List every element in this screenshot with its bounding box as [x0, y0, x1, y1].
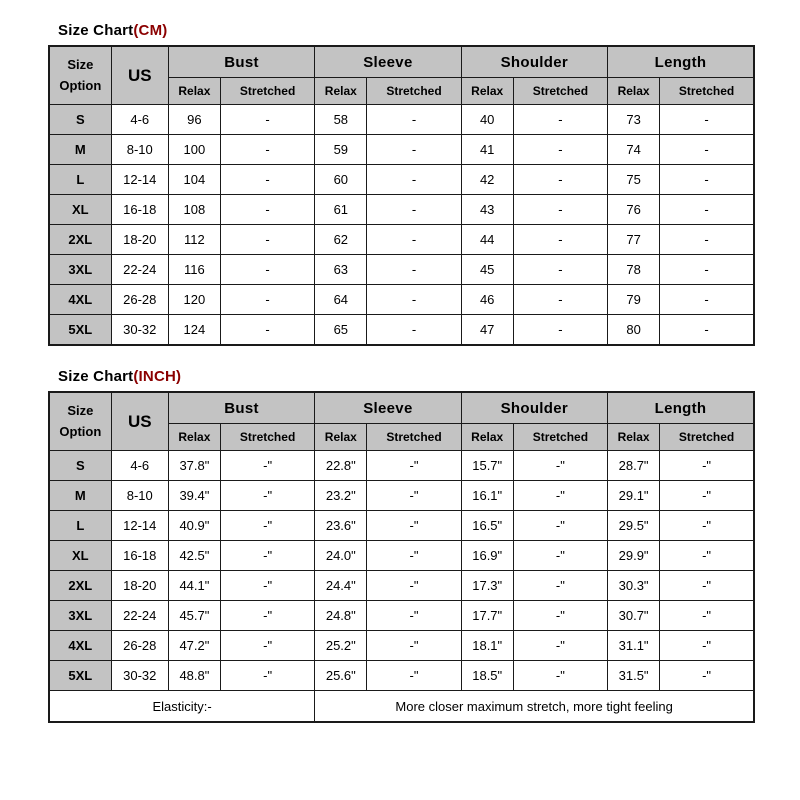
measurement-cell: 58: [315, 105, 367, 135]
measurement-cell: 77: [608, 225, 660, 255]
measurement-cell: -": [220, 661, 314, 691]
measurement-cell: -": [367, 601, 461, 631]
stretched-subheader: Stretched: [513, 424, 607, 451]
measurement-cell: 45.7": [168, 601, 220, 631]
us-size-cell: 26-28: [111, 285, 168, 315]
us-size-cell: 30-32: [111, 661, 168, 691]
measurement-cell: 42: [461, 165, 513, 195]
us-size-cell: 22-24: [111, 601, 168, 631]
us-size-cell: 12-14: [111, 165, 168, 195]
measurement-cell: -": [660, 511, 754, 541]
measurement-cell: 78: [608, 255, 660, 285]
us-size-cell: 30-32: [111, 315, 168, 346]
table-row: [49, 451, 754, 481]
measurement-cell: -: [660, 285, 754, 315]
measurement-cell: -": [513, 631, 607, 661]
measurement-cell: -": [513, 511, 607, 541]
measurement-cell: -: [220, 135, 314, 165]
us-size-cell: 18-20: [111, 571, 168, 601]
measurement-cell: -: [367, 135, 461, 165]
measurement-cell: 30.7": [608, 601, 660, 631]
measurement-cell: 41: [461, 135, 513, 165]
measurement-cell: 31.5": [608, 661, 660, 691]
stretched-subheader: Stretched: [367, 424, 461, 451]
header-row-groups: [49, 392, 754, 424]
measurement-cell: -": [513, 451, 607, 481]
stretched-subheader: Stretched: [660, 78, 754, 105]
measurement-cell: -: [513, 135, 607, 165]
size-option-cell: M: [49, 135, 111, 165]
measurement-cell: -: [513, 165, 607, 195]
measurement-cell: -: [513, 315, 607, 346]
measurement-cell: 31.1": [608, 631, 660, 661]
shoulder-group-header: Shoulder: [461, 46, 607, 78]
shoulder-group-header: Shoulder: [461, 392, 607, 424]
measurement-cell: -": [220, 571, 314, 601]
measurement-cell: 22.8": [315, 451, 367, 481]
measurement-cell: -: [220, 195, 314, 225]
table-row: [49, 255, 754, 285]
us-size-cell: 8-10: [111, 135, 168, 165]
measurement-cell: -: [660, 165, 754, 195]
size-option-line2: Option: [59, 423, 102, 439]
size-option-cell: S: [49, 451, 111, 481]
measurement-cell: 18.5": [461, 661, 513, 691]
size-option-header: [49, 46, 111, 105]
measurement-cell: -": [220, 451, 314, 481]
size-option-cell: 4XL: [49, 631, 111, 661]
measurement-cell: -": [660, 541, 754, 571]
measurement-cell: 29.9": [608, 541, 660, 571]
measurement-cell: 24.0": [315, 541, 367, 571]
measurement-cell: -": [367, 631, 461, 661]
measurement-cell: 23.2": [315, 481, 367, 511]
measurement-cell: 64: [315, 285, 367, 315]
relax-subheader: Relax: [608, 78, 660, 105]
us-size-cell: 8-10: [111, 481, 168, 511]
measurement-cell: -": [660, 481, 754, 511]
measurement-cell: -": [513, 541, 607, 571]
measurement-cell: 74: [608, 135, 660, 165]
measurement-cell: 39.4": [168, 481, 220, 511]
us-size-cell: 16-18: [111, 195, 168, 225]
us-size-cell: 18-20: [111, 225, 168, 255]
elasticity-row: [49, 691, 754, 723]
measurement-cell: -": [367, 541, 461, 571]
measurement-cell: -: [367, 105, 461, 135]
measurement-cell: -": [220, 601, 314, 631]
size-option-cell: 2XL: [49, 571, 111, 601]
measurement-cell: -: [513, 255, 607, 285]
measurement-cell: -": [367, 571, 461, 601]
measurement-cell: -: [660, 225, 754, 255]
stretched-subheader: Stretched: [220, 78, 314, 105]
relax-subheader: Relax: [168, 424, 220, 451]
stretched-subheader: Stretched: [367, 78, 461, 105]
measurement-cell: 61: [315, 195, 367, 225]
measurement-cell: -": [220, 511, 314, 541]
table-row: [49, 571, 754, 601]
us-header: US: [111, 392, 168, 451]
measurement-cell: 104: [168, 165, 220, 195]
measurement-cell: 45: [461, 255, 513, 285]
measurement-cell: 44.1": [168, 571, 220, 601]
measurement-cell: 63: [315, 255, 367, 285]
us-header: US: [111, 46, 168, 105]
measurement-cell: 42.5": [168, 541, 220, 571]
us-size-cell: 26-28: [111, 631, 168, 661]
measurement-cell: 108: [168, 195, 220, 225]
measurement-cell: -": [513, 571, 607, 601]
measurement-cell: 60: [315, 165, 367, 195]
elasticity-text: More closer maximum stretch, more tight feeling: [315, 691, 754, 723]
measurement-cell: 46: [461, 285, 513, 315]
measurement-cell: 47.2": [168, 631, 220, 661]
measurement-cell: -": [367, 481, 461, 511]
measurement-cell: 96: [168, 105, 220, 135]
title-text: Size Chart: [58, 22, 134, 39]
sleeve-group-header: Sleeve: [315, 46, 461, 78]
sleeve-group-header: Sleeve: [315, 392, 461, 424]
size-chart-inch-table: [48, 391, 755, 723]
measurement-cell: 100: [168, 135, 220, 165]
measurement-cell: 25.2": [315, 631, 367, 661]
measurement-cell: 65: [315, 315, 367, 346]
measurement-cell: -: [220, 165, 314, 195]
measurement-cell: 120: [168, 285, 220, 315]
table-row: [49, 225, 754, 255]
measurement-cell: 43: [461, 195, 513, 225]
measurement-cell: 40: [461, 105, 513, 135]
measurement-cell: -: [660, 315, 754, 346]
length-group-header: Length: [608, 46, 754, 78]
table-row: [49, 601, 754, 631]
size-option-header: [49, 392, 111, 451]
size-option-cell: L: [49, 165, 111, 195]
us-size-cell: 22-24: [111, 255, 168, 285]
measurement-cell: -: [367, 195, 461, 225]
measurement-cell: -: [220, 285, 314, 315]
measurement-cell: -": [220, 481, 314, 511]
measurement-cell: 29.5": [608, 511, 660, 541]
measurement-cell: -": [220, 631, 314, 661]
measurement-cell: -: [367, 315, 461, 346]
measurement-cell: 116: [168, 255, 220, 285]
relax-subheader: Relax: [608, 424, 660, 451]
measurement-cell: -: [367, 285, 461, 315]
size-chart-inch-title: [58, 368, 800, 385]
measurement-cell: 16.1": [461, 481, 513, 511]
measurement-cell: 29.1": [608, 481, 660, 511]
relax-subheader: Relax: [315, 78, 367, 105]
measurement-cell: 62: [315, 225, 367, 255]
us-size-cell: 4-6: [111, 451, 168, 481]
us-size-cell: 4-6: [111, 105, 168, 135]
measurement-cell: 76: [608, 195, 660, 225]
size-option-cell: XL: [49, 195, 111, 225]
size-option-cell: 5XL: [49, 315, 111, 346]
measurement-cell: 30.3": [608, 571, 660, 601]
size-option-cell: L: [49, 511, 111, 541]
size-option-cell: 3XL: [49, 255, 111, 285]
measurement-cell: -": [220, 541, 314, 571]
table-row: [49, 105, 754, 135]
size-chart-cm-title: [58, 22, 800, 39]
table-row: [49, 631, 754, 661]
measurement-cell: 37.8": [168, 451, 220, 481]
stretched-subheader: Stretched: [660, 424, 754, 451]
measurement-cell: -": [660, 571, 754, 601]
measurement-cell: -": [367, 451, 461, 481]
measurement-cell: 24.8": [315, 601, 367, 631]
us-size-cell: 12-14: [111, 511, 168, 541]
size-option-cell: S: [49, 105, 111, 135]
size-option-cell: 3XL: [49, 601, 111, 631]
size-option-cell: 2XL: [49, 225, 111, 255]
table-row: [49, 661, 754, 691]
measurement-cell: 17.3": [461, 571, 513, 601]
measurement-cell: -: [513, 195, 607, 225]
size-option-line1: Size: [67, 402, 94, 418]
measurement-cell: -: [220, 315, 314, 346]
table-row: [49, 315, 754, 346]
table-row: [49, 285, 754, 315]
relax-subheader: Relax: [315, 424, 367, 451]
measurement-cell: 17.7": [461, 601, 513, 631]
header-row-groups: [49, 46, 754, 78]
measurement-cell: 48.8": [168, 661, 220, 691]
relax-subheader: Relax: [461, 424, 513, 451]
measurement-cell: -": [367, 511, 461, 541]
measurement-cell: -: [660, 135, 754, 165]
size-option-line1: Size: [67, 56, 94, 72]
table-row: [49, 135, 754, 165]
relax-subheader: Relax: [168, 78, 220, 105]
measurement-cell: -: [660, 195, 754, 225]
measurement-cell: -: [513, 225, 607, 255]
size-option-cell: 4XL: [49, 285, 111, 315]
measurement-cell: 47: [461, 315, 513, 346]
measurement-cell: 59: [315, 135, 367, 165]
measurement-cell: -": [513, 601, 607, 631]
measurement-cell: -": [367, 661, 461, 691]
stretched-subheader: Stretched: [220, 424, 314, 451]
measurement-cell: 28.7": [608, 451, 660, 481]
measurement-cell: -": [513, 661, 607, 691]
title-unit: (CM): [133, 22, 168, 39]
title-unit: (INCH): [133, 368, 182, 385]
table-row: [49, 195, 754, 225]
measurement-cell: -": [660, 631, 754, 661]
measurement-cell: -: [220, 225, 314, 255]
measurement-cell: 124: [168, 315, 220, 346]
measurement-cell: -: [220, 255, 314, 285]
measurement-cell: 112: [168, 225, 220, 255]
bust-group-header: Bust: [168, 392, 314, 424]
measurement-cell: -: [220, 105, 314, 135]
measurement-cell: 73: [608, 105, 660, 135]
elasticity-label: Elasticity:-: [49, 691, 315, 723]
measurement-cell: -: [660, 255, 754, 285]
measurement-cell: 25.6": [315, 661, 367, 691]
table-row: [49, 511, 754, 541]
size-option-line2: Option: [59, 77, 102, 93]
size-option-cell: 5XL: [49, 661, 111, 691]
size-chart-cm-table: [48, 45, 755, 346]
measurement-cell: -: [513, 285, 607, 315]
measurement-cell: -": [513, 481, 607, 511]
measurement-cell: 23.6": [315, 511, 367, 541]
measurement-cell: 79: [608, 285, 660, 315]
measurement-cell: 80: [608, 315, 660, 346]
relax-subheader: Relax: [461, 78, 513, 105]
table-row: [49, 541, 754, 571]
measurement-cell: 16.9": [461, 541, 513, 571]
measurement-cell: 24.4": [315, 571, 367, 601]
measurement-cell: 15.7": [461, 451, 513, 481]
table-row: [49, 165, 754, 195]
measurement-cell: 40.9": [168, 511, 220, 541]
bust-group-header: Bust: [168, 46, 314, 78]
measurement-cell: -: [660, 105, 754, 135]
size-option-cell: M: [49, 481, 111, 511]
size-option-cell: XL: [49, 541, 111, 571]
measurement-cell: 18.1": [461, 631, 513, 661]
measurement-cell: -: [367, 255, 461, 285]
measurement-cell: -: [367, 165, 461, 195]
measurement-cell: 16.5": [461, 511, 513, 541]
title-text: Size Chart: [58, 368, 134, 385]
us-size-cell: 16-18: [111, 541, 168, 571]
measurement-cell: -": [660, 601, 754, 631]
length-group-header: Length: [608, 392, 754, 424]
measurement-cell: -: [367, 225, 461, 255]
measurement-cell: -": [660, 451, 754, 481]
stretched-subheader: Stretched: [513, 78, 607, 105]
measurement-cell: -: [513, 105, 607, 135]
measurement-cell: -": [660, 661, 754, 691]
measurement-cell: 75: [608, 165, 660, 195]
table-row: [49, 481, 754, 511]
measurement-cell: 44: [461, 225, 513, 255]
